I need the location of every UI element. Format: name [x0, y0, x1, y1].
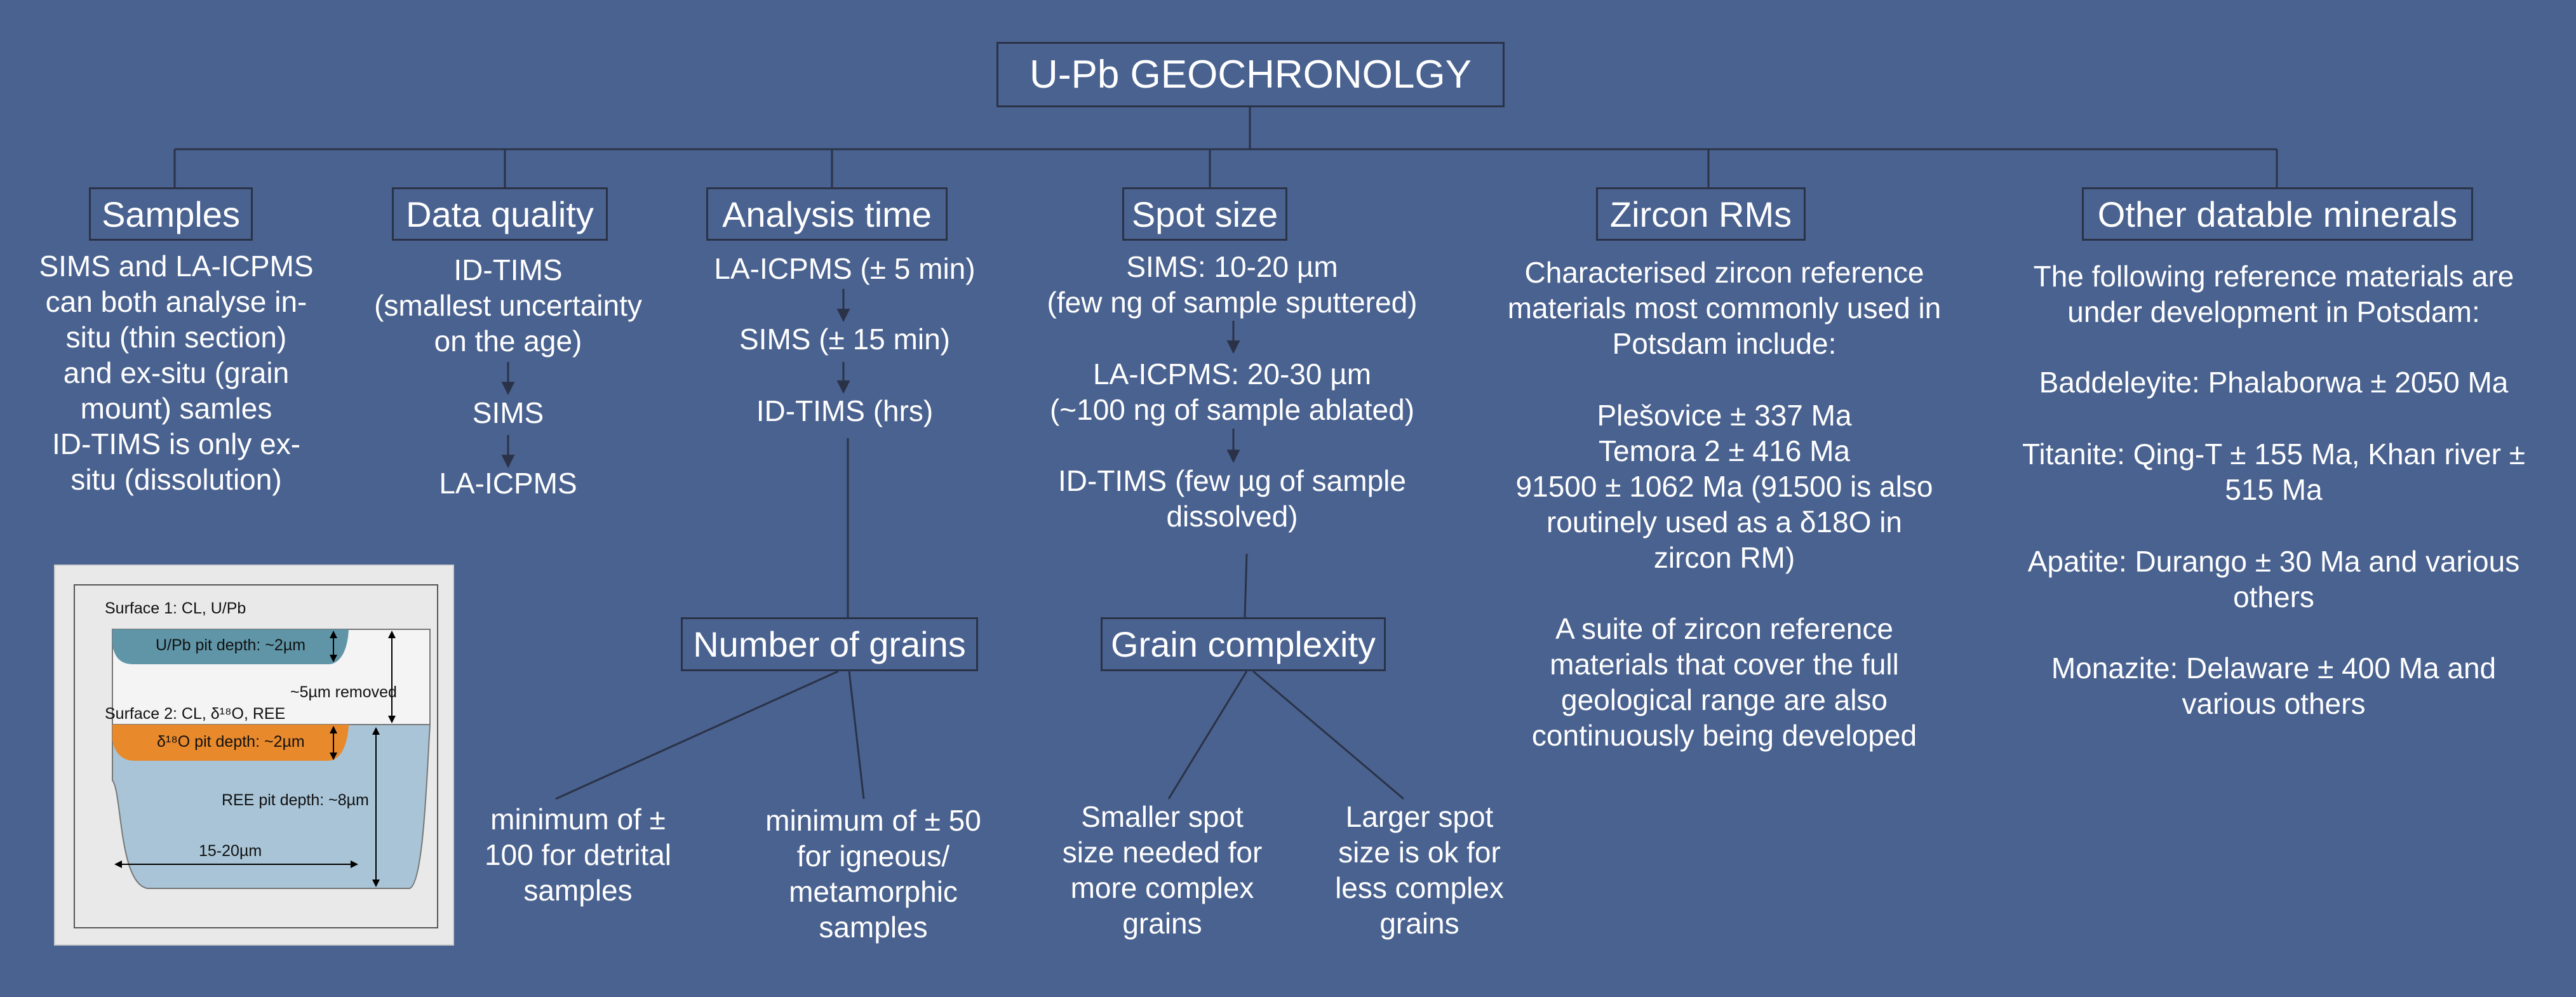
- zircon-intro-line: Potsdam include:: [1612, 327, 1837, 360]
- dq-step1-line: (smallest uncertainty: [374, 289, 642, 322]
- data-quality-step-3: LA-ICPMS: [439, 467, 577, 500]
- ss-step3-line: ID-TIMS (few µg of sample: [1058, 464, 1406, 497]
- other-minerals-intro: [1988, 258, 2559, 330]
- surface2-label: Surface 2: CL, δ¹⁸O, REE: [105, 705, 286, 723]
- apatite-line: Apatite: Durango ± 30 Ma and various: [2027, 545, 2520, 578]
- zircon-list-item: zircon RM): [1653, 541, 1795, 574]
- analysis-time-header-box: [706, 187, 948, 241]
- zircon-list-item: Temora 2 ± 416 Ma: [1599, 434, 1850, 467]
- number-of-grains-header: Number of grains: [693, 624, 966, 664]
- samples-line: ID-TIMS is only ex-: [51, 427, 301, 460]
- titanite-line: 515 Ma: [2225, 473, 2323, 506]
- samples-line: situ (thin section): [65, 321, 287, 354]
- grains-right-text: [743, 803, 1003, 945]
- analysis-time-step-3: ID-TIMS (hrs): [756, 394, 934, 427]
- pit-depth-inset: [54, 565, 454, 946]
- zircon-suite-line: materials that cover the full: [1550, 648, 1899, 681]
- zircon-rms-suite: [1473, 611, 1975, 753]
- titanite-line: Titanite: Qing-T ± 155 Ma, Khan river ±: [2022, 438, 2525, 471]
- spot-size-step-1: [1003, 249, 1461, 320]
- analysis-time-step-1: LA-ICPMS (± 5 min): [714, 252, 976, 285]
- title-box: [996, 42, 1505, 107]
- grains-right-line: metamorphic: [789, 875, 958, 908]
- ree-pit-label: REE pit depth: ~8µm: [222, 791, 369, 809]
- data-quality-header: Data quality: [406, 194, 594, 234]
- samples-line: and ex-situ (grain: [63, 356, 290, 389]
- complexity-right-line: size is ok for: [1338, 836, 1501, 869]
- grains-left-line: samples: [523, 874, 633, 907]
- ss-step2-line: LA-ICPMS: 20-30 µm: [1092, 358, 1372, 391]
- ss-step3-line: dissolved): [1166, 500, 1298, 533]
- grains-right-line: for igneous/: [796, 840, 950, 873]
- complexity-left-line: size needed for: [1062, 836, 1263, 869]
- zircon-suite-line: geological range are also: [1560, 683, 1888, 716]
- zircon-rms-header: Zircon RMs: [1609, 194, 1792, 234]
- samples-line: can both analyse in-: [45, 285, 307, 318]
- branch-grains-right: [849, 671, 864, 799]
- upb-pit-label: U/Pb pit depth: ~2µm: [156, 636, 306, 654]
- spot-size-header: Spot size: [1131, 194, 1278, 234]
- data-quality-step-2: SIMS: [472, 396, 544, 429]
- complexity-left-line: grains: [1122, 907, 1202, 940]
- zircon-suite-line: continuously being developed: [1531, 719, 1917, 752]
- grains-right-line: samples: [819, 911, 928, 944]
- ss-step1-line: (few ng of sample sputtered): [1047, 286, 1418, 319]
- page-title: U-Pb GEOCHRONOLGY: [1030, 53, 1472, 97]
- zircon-rms-intro: [1473, 255, 1975, 361]
- ss-step2-line: (~100 ng of sample ablated): [1049, 393, 1415, 426]
- ss-step1-line: SIMS: 10-20 µm: [1126, 250, 1338, 283]
- other-minerals-header-box: [2082, 187, 2473, 241]
- baddeleyite-line: Baddeleyite: Phalaborwa ± 2050 Ma: [2039, 366, 2509, 399]
- apatite-line: others: [2233, 580, 2314, 613]
- d18o-pit-label: δ¹⁸O pit depth: ~2µm: [157, 733, 305, 751]
- complexity-left-line: Smaller spot: [1081, 800, 1244, 833]
- branch-complexity-right: [1253, 671, 1404, 799]
- zircon-rms-list: [1473, 398, 1975, 575]
- grains-left-line: 100 for detrital: [484, 838, 672, 871]
- zircon-intro-line: materials most commonly used in: [1507, 291, 1942, 325]
- surface1-label: Surface 1: CL, U/Pb: [105, 599, 246, 617]
- samples-line: SIMS and LA-ICPMS: [39, 250, 314, 283]
- baddeleyite-text: [1988, 365, 2559, 400]
- analysis-time-step-2: SIMS (± 15 min): [739, 323, 950, 356]
- samples-line: mount) samles: [80, 392, 272, 425]
- pit-depth-figure: [55, 566, 455, 947]
- grain-complexity-box: [1101, 617, 1386, 671]
- complexity-right-line: less complex: [1335, 871, 1504, 904]
- monazite-text: [1988, 650, 2559, 721]
- other-minerals-header: Other datable minerals: [2097, 194, 2458, 234]
- monazite-line: Monazite: Delaware ± 400 Ma and: [2051, 652, 2497, 685]
- spot-size-step-2: [1003, 356, 1461, 427]
- zircon-list-item: Plešovice ± 337 Ma: [1597, 399, 1852, 432]
- grains-left-line: minimum of ±: [490, 803, 666, 836]
- complexity-right-text: [1305, 799, 1534, 941]
- monazite-line: various others: [2182, 687, 2366, 720]
- zircon-list-item: 91500 ± 1062 Ma (91500 is also: [1515, 470, 1933, 503]
- samples-text: [16, 248, 337, 497]
- zircon-rms-header-box: [1596, 187, 1806, 241]
- line-to-grain-complexity: [1245, 554, 1247, 617]
- titanite-text: [1988, 436, 2559, 507]
- spot-size-header-box: [1122, 187, 1287, 241]
- grain-complexity-header: Grain complexity: [1110, 624, 1376, 664]
- zircon-list-item: routinely used as a δ18O in: [1546, 505, 1903, 539]
- complexity-right-line: grains: [1379, 907, 1459, 940]
- data-quality-step-1: [349, 252, 667, 359]
- dq-step1-line: on the age): [434, 325, 582, 358]
- samples-line: situ (dissolution): [70, 463, 282, 496]
- spot-size-step-3: [1003, 463, 1461, 534]
- complexity-left-text: [1042, 799, 1283, 941]
- width-label: 15-20µm: [196, 841, 264, 860]
- zircon-suite-line: A suite of zircon reference: [1555, 612, 1893, 645]
- other-intro-line: under development in Potsdam:: [2067, 295, 2480, 328]
- number-of-grains-box: [681, 617, 978, 671]
- removed-label: ~5µm removed: [290, 683, 397, 701]
- branch-complexity-left: [1169, 671, 1247, 799]
- samples-header: Samples: [102, 194, 240, 234]
- branch-grains-left: [556, 671, 838, 799]
- complexity-left-line: more complex: [1070, 871, 1254, 904]
- grains-right-line: minimum of ± 50: [765, 804, 981, 837]
- apatite-text: [1988, 544, 2559, 615]
- samples-header-box: [89, 187, 253, 241]
- dq-step1-line: ID-TIMS: [453, 253, 563, 286]
- data-quality-header-box: [392, 187, 608, 241]
- analysis-time-header: Analysis time: [722, 194, 932, 234]
- complexity-right-line: Larger spot: [1345, 800, 1494, 833]
- other-intro-line: The following reference materials are: [2033, 260, 2514, 293]
- zircon-intro-line: Characterised zircon reference: [1524, 256, 1924, 289]
- grains-left-text: [460, 801, 695, 908]
